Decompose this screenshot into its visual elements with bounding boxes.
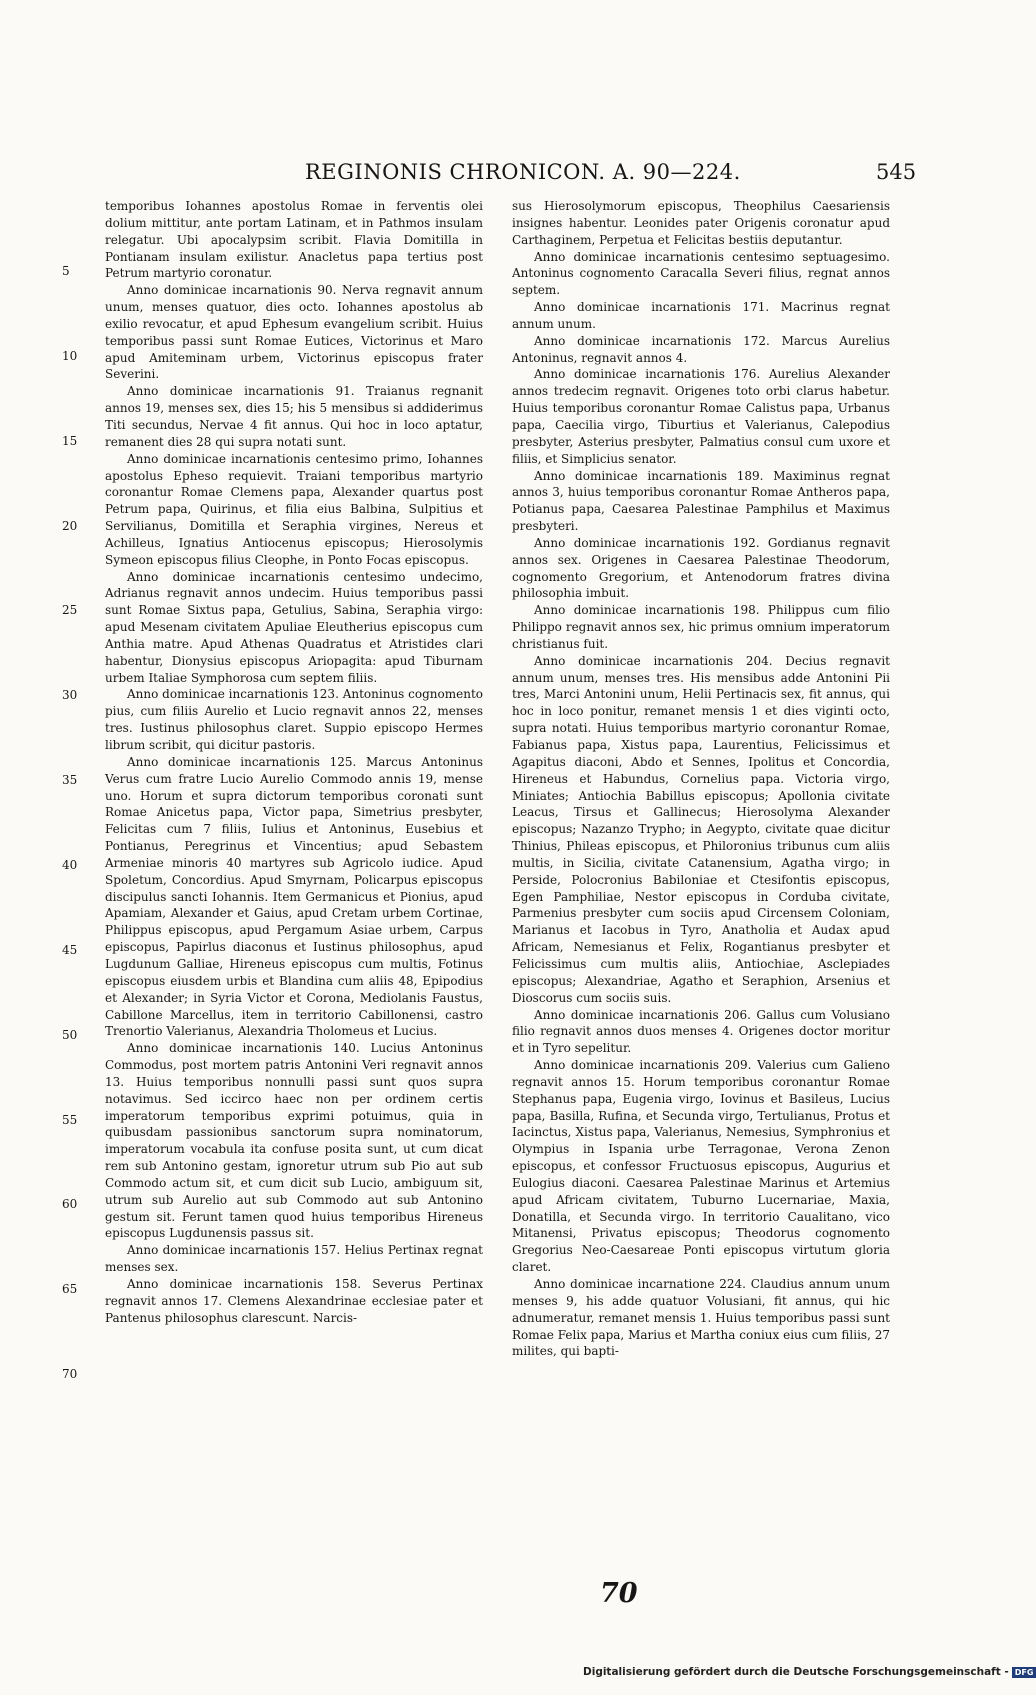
page-header [0,160,1000,190]
line-number: 20 [62,519,78,533]
line-number: 45 [62,943,78,957]
left-column [105,198,483,1327]
line-number: 70 [62,1367,78,1381]
line-number: 35 [62,773,78,787]
paragraph: Anno dominicae incarnationis 204. Decius regnavit annum unum, menses tres. His mensibus adde Antonini Pii tres, Marci Antonini unum, Helii Pertinacis sex, fit annus, qui hoc in loco ponitur, remanet mensis 1 et dies viginti octo, supra notati. Huius temporibus martyrio coronantur Romae, Fabianus papa, Xistus papa, Laurentius, Felicissimus et Agapitus diaconi, Abdo et Sennes, Ipolitus et Concordia, Hireneus et Habundus, Cornelius papa. Victoria virgo, Miniates; Antiochia Babillus episcopus; Apollonia civitate Leacus, Tirsus et Gallinecus; Hierosolyma Alexander episcopus; Nazanzo Trypho; in Aegypto, civitate quae dicitur Thinius, Phileas episcopus, et Philoronius tribunus cum aliis multis, in Sicilia, civitate Catanensium, Agatha virgo; in Perside, Polocronius Babiloniae et Ctesifontis episcopus, Egen Pamphiliae, Nestor episcopus in Corduba civitate, Parmenius presbyter cum sociis apud Circensem Coloniam, Marianus et Iacobus in Tyro, Anatholia et Audax apud Africam, Nemesianus et Felix, Rogantianus presbyter et Felicissimus cum multis aliis, Antiochiae, Asclepiades episcopus; Alexandriae, Agatho et Seraphion, Arsenius et Dioscorus cum sociis suis. [512,653,890,1005]
signature-mark: 70 [600,1578,638,1609]
paragraph: Anno dominicae incarnationis 157. Helius Pertinax regnat menses sex. [105,1243,483,1275]
line-number: 25 [62,603,78,617]
line-number: 40 [62,858,78,872]
paragraph: Anno dominicae incarnationis 192. Gordianus regnavit annos sex. Origenes in Caesarea Palestinae Theodorum, cognomento Gregorium, et Antenodorum fratres divina philosophia imbuit. [512,535,890,601]
paragraph: Anno dominicae incarnationis 209. Valerius cum Galieno regnavit annos 15. Horum temporibus coronantur Romae Stephanus papa, Eugenia virgo, Iovinus et Basileus, Lucius papa, Basilla, Rufina, et Secunda virgo, Tertulianus, Protus et Iacinctus, Xistus papa, Valerianus, Nemesius, Symphronius et Olympius in Ispania urbe Terragonae, Verona Zenon episcopus, et confessor Fructuosus episcopus, Augurius et Eulogius diaconi. Caesarea Palestinae Marinus et Artemius apud Africam civitatem, Tuburno Lucernariae, Maxia, Donatilla, et Secunda virgo. In territorio Caualitano, vico Mitanensi, Privatus episcopus; Theodorus cognomento Gregorius Neo-Caesareae Ponti episcopus virtutum gloria claret. [512,1058,890,1275]
paragraph: Anno dominicae incarnationis 176. Aurelius Alexander annos tredecim regnavit. Origenes toto orbi clarus habetur. Huius temporibus coronantur Romae Calistus papa, Urbanus papa, Caecilia virgo, Tiburtius et Valerianus, Calepodius presbyter, Asterius presbyter, Palmatius consul cum uxore et filiis, et Simplicius senator. [512,367,890,466]
paragraph: temporibus Iohannes apostolus Romae in ferventis olei dolium mittitur, ante portam Latinam, et in Pathmos insulam relegatur. Ubi apocalypsim scribit. Flavia Domitilla in Pontianam insulam exilistur. Anacletus papa tertius post Petrum martyrio coronatur. [105,199,483,281]
paragraph: Anno dominicae incarnationis centesimo undecimo, Adrianus regnavit annos undecim. Huius temporibus passi sunt Romae Sixtus papa, Getulius, Sabina, Seraphia virgo: apud Mesenam civitatem Apuliae Eleutherius episcopus cum Anthia matre. Apud Athenas Quadratus et Atristides clari habentur, Dionysius episcopus Ariopagita: apud Tiburnam urbem Italiae Symphorosa cum septem filiis. [105,569,483,685]
line-number: 10 [62,349,78,363]
paragraph: Anno dominicae incarnationis centesimo primo, Iohannes apostolus Epheso requievit. Traiani temporibus martyrio coronantur Romae Clemens papa, Alexander quartus post Petrum papa, Quirinus, et filia eius Balbina, Sulpitius et Servilianus, Domitilla et Seraphia virgines, Nereus et Achilleus, Ignatius Antiocenus episcopus; Hierosolymis Symeon episcopus filius Cleophe, in Ponto Focas episcopus. [105,451,483,567]
page-number: 545 [876,160,917,184]
line-number: 50 [62,1028,78,1042]
paragraph: Anno dominicae incarnationis 125. Marcus Antoninus Verus cum fratre Lucio Aurelio Commodo annis 19, mense uno. Horum et supra dictorum temporibus coronati sunt Romae Anicetus papa, Victor papa, Simetrius presbyter, Felicitas cum 7 filiis, Iulius et Antoninus, Eusebius et Pontianus, Peregrinus et Vincentius; apud Sebastem Armeniae minoris 40 martyres sub Agricolo iudice. Apud Spoletum, Concordius. Apud Smyrnam, Policarpus episcopus discipulus sancti Iohannis. Item Germanicus et Pionius, apud Apamiam, Alexander et Gaius, apud Cretam urbem Cortinae, Philippus episcopus, apud Pergamum Asiae urbem, Carpus episcopus, Papirlus diaconus et Iustinus philosophus, apud Lugdunum Galliae, Hireneus episcopus cum multis, Fotinus episcopus eiusdem urbis et Blandina cum aliis 48, Epipodius et Alexander; in Syria Victor et Corona, Mediolanis Faustus, Cabillone Marcellus, item in territorio Cabillonensi, castro Trenortio Valerianus, Alexandria Tholomeus et Lucius. [105,754,483,1039]
paragraph: Anno dominicae incarnationis 123. Antoninus cognomento pius, cum filiis Aurelio et Lucio regnavit annos 22, menses tres. Iustinus philosophus claret. Suppio episcopo Hermes librum scribit, qui dicitur pastoris. [105,687,483,752]
line-number: 30 [62,688,78,702]
right-column [512,198,890,1360]
dfg-logo: DFG [1012,1667,1036,1678]
paragraph: sus Hierosolymorum episcopus, Theophilus Caesariensis insignes habentur. Leonides pater Origenis coronatur apud Carthaginem, Perpetua et Felicitas bestiis deputantur. [512,199,890,247]
line-number: 5 [62,264,70,278]
paragraph: Anno dominicae incarnationis 171. Macrinus regnat annum unum. [512,300,890,331]
paragraph: Anno dominicae incarnationis 90. Nerva regnavit annum unum, menses quatuor, dies octo. Iohannes apostolus ab exilio revocatur, et apud Ephesum evangelium scribit. Huius temporibus passi sunt Romae Eutices, Victorinus et Maro apud Amiteminam urbem, Victorinus episcopus frater Severini. [105,283,483,382]
paragraph: Anno dominicae incarnationis 91. Traianus regnanit annos 19, menses sex, dies 15; his 5 mensibus si addiderimus Titi secundus, Nervae 4 fit annus. Qui hoc in loco aptatur, remanent dies 28 qui supra notati sunt. [105,384,483,449]
paragraph: Anno dominicae incarnationis 206. Gallus cum Volusiano filio regnavit annos duos menses 4. Origenes doctor moritur et in Tyro sepelitur. [512,1007,890,1056]
digitization-footer [583,1666,1036,1678]
paragraph: Anno dominicae incarnationis 189. Maximinus regnat annos 3, huius temporibus coronantur Romae Antheros papa, Potianus papa, Caesarea Palestinae Pamphilus et Maximus presbyteri. [512,468,890,534]
paragraph: Anno dominicae incarnationis 140. Lucius Antoninus Commodus, post mortem patris Antonini Veri regnavit annos 13. Huius temporibus nonnulli passi sunt quos supra notavimus. Sed iccirco haec non per ordinem certis imperatorum temporibus exprimi potuimus, quia in quibusdam passionibus sanctorum supra nominatorum, imperatorum vocabula ita confuse posita sunt, ut cum dicat rem sub Antonino gestam, ignoretur utrum sub Pio aut sub Commodo actum sit, et cum dicit sub Lucio, ambiguum sit, utrum sub Aurelio aut sub Commodo aut sub Antonino gestum sit. Ferunt tamen quod huius temporibus Hireneus episcopus Lugdunensis passus sit. [105,1041,483,1241]
line-number: 55 [62,1113,78,1127]
paragraph: Anno dominicae incarnationis 158. Severus Pertinax regnavit annos 17. Clemens Alexandrinae ecclesiae pater et Pantenus philosophus clarescunt. Narcis- [105,1277,483,1325]
running-title: REGINONIS CHRONICON. A. 90—224. [305,160,741,184]
paragraph: Anno dominicae incarnationis 172. Marcus Aurelius Antoninus, regnavit annos 4. [512,333,890,365]
paragraph: Anno dominicae incarnationis centesimo septuagesimo. Antoninus cognomento Caracalla Severi filius, regnat annos septem. [512,249,890,298]
footer-text: Digitalisierung gefördert durch die Deutsche Forschungsgemeinschaft - [583,1666,1009,1678]
paragraph: Anno dominicae incarnationis 198. Philippus cum filio Philippo regnavit annos sex, hic primus omnium imperatorum christianus fuit. [512,603,890,651]
line-number: 65 [62,1282,78,1296]
line-number: 60 [62,1197,78,1211]
paragraph: Anno dominicae incarnatione 224. Claudius annum unum menses 9, his adde quatuor Volusiani, fit annus, qui hic adnumeratur, remanet mensis 1. Huius temporibus passi sunt Romae Felix papa, Marius et Martha coniux eius cum filiis, 27 milites, qui bapti- [512,1277,890,1359]
line-number: 15 [62,434,78,448]
